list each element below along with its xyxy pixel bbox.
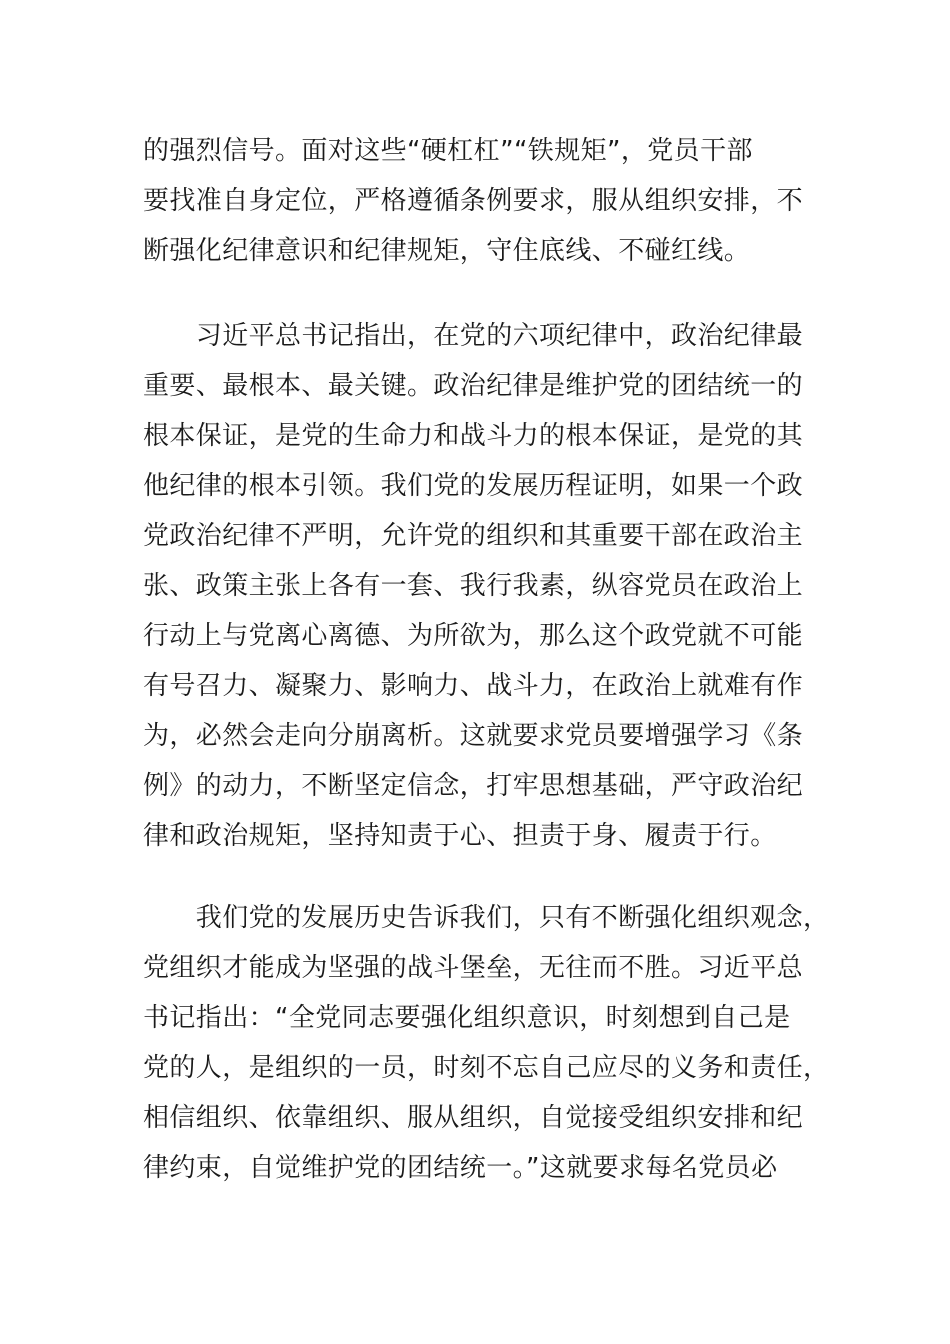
text-line: 书记指出：“全党同志要强化组织意识，时刻想到自己是 (143, 1003, 791, 1033)
text-line: 有号召力、凝聚力、影响力、战斗力，在政治上就难有作 (143, 671, 804, 701)
text-line: 相信组织、依靠组织、服从组织，自觉接受组织安排和纪 (143, 1103, 804, 1133)
text-line: 为，必然会走向分崩离析。这就要求党员要增强学习《条 (143, 721, 804, 751)
text-line: 张、政策主张上各有一套、我行我素，纵容党员在政治上 (143, 571, 804, 601)
text-line: 断强化纪律意识和纪律规矩，守住底线、不碰红线。 (143, 236, 751, 266)
text-line: 的强烈信号。面对这些“硬杠杠”“铁规矩”，党员干部 (143, 136, 753, 166)
text-line: 要找准自身定位，严格遵循条例要求，服从组织安排，不 (143, 186, 804, 216)
text-line: 行动上与党离心离德、为所欲为，那么这个政党就不可能 (143, 621, 804, 651)
text-line: 律约束，自觉维护党的团结统一。”这就要求每名党员必 (143, 1153, 778, 1183)
text-line: 我们党的发展历史告诉我们，只有不断强化组织观念， (143, 903, 830, 933)
paragraph-3 (143, 893, 830, 1193)
text-line: 例》的动力，不断坚定信念，打牢思想基础，严守政治纪 (143, 771, 804, 801)
text-line: 党的人，是组织的一员，时刻不忘自己应尽的义务和责任， (143, 1053, 830, 1083)
text-line: 他纪律的根本引领。我们党的发展历程证明，如果一个政 (143, 471, 804, 501)
text-line: 律和政治规矩，坚持知责于心、担责于身、履责于行。 (143, 821, 777, 851)
paragraph-2 (143, 311, 823, 861)
text-line: 重要、最根本、最关键。政治纪律是维护党的团结统一的 (143, 371, 804, 401)
text-line: 习近平总书记指出，在党的六项纪律中，政治纪律最 (143, 321, 804, 351)
text-line: 党政治纪律不严明，允许党的组织和其重要干部在政治主 (143, 521, 804, 551)
text-line: 根本保证，是党的生命力和战斗力的根本保证，是党的其 (143, 421, 804, 451)
text-line: 党组织才能成为坚强的战斗堡垒，无往而不胜。习近平总 (143, 953, 804, 983)
paragraph-1 (143, 126, 823, 276)
